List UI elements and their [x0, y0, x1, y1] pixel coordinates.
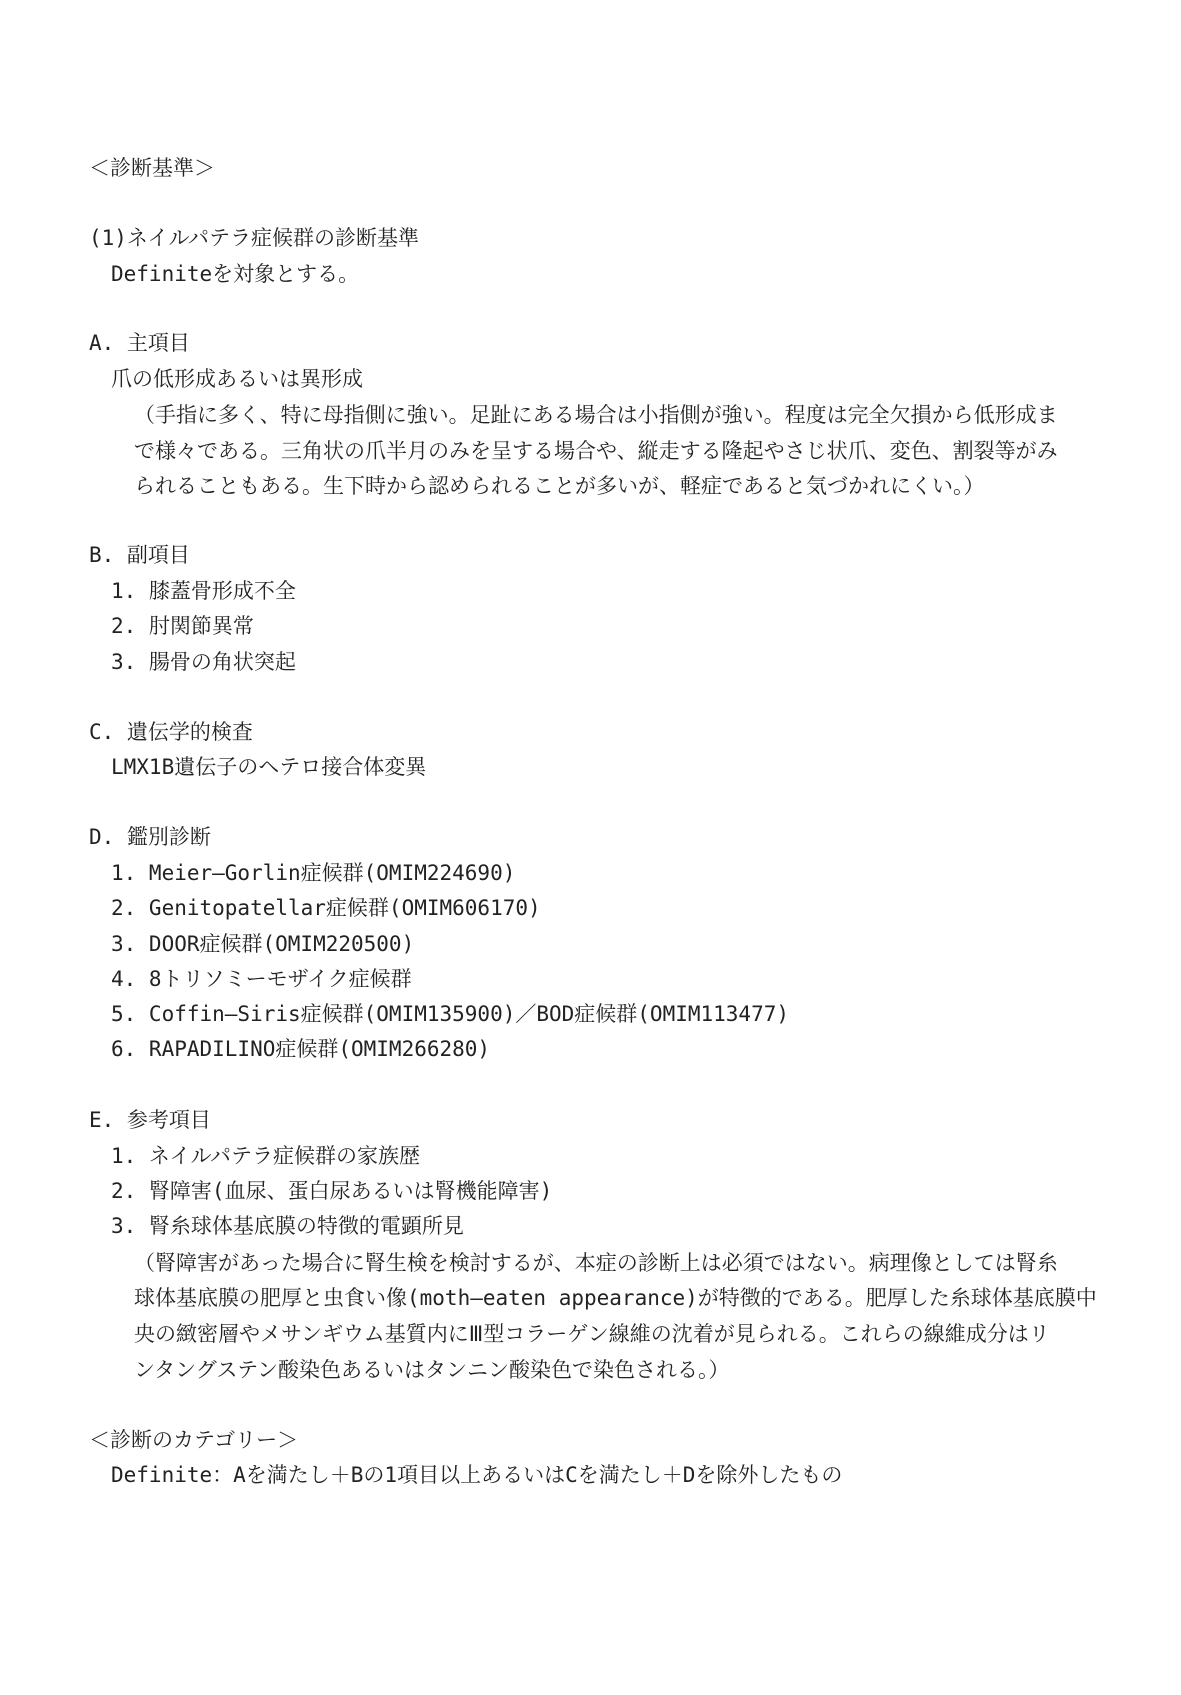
section-d-item: 4. 8トリソミーモザイク症候群 [111, 967, 412, 991]
section-d-item: 5. Coffin―Siris症候群(OMIM135900)／BOD症候群(OMIM113477) [111, 1002, 790, 1026]
section-a-note-line: （手指に多く、特に母指側に強い。足趾にある場合は小指側が強い。程度は完全欠損から低形成ま [134, 403, 1058, 427]
section-e-heading: E. 参考項目 [89, 1108, 211, 1132]
section-e-item: 3. 腎糸球体基底膜の特徴的電顕所見 [111, 1214, 464, 1238]
category-heading: ＜診断のカテゴリー＞ [89, 1428, 299, 1452]
criteria-scope: Definiteを対象とする。 [111, 262, 360, 286]
section-a-heading: A. 主項目 [89, 331, 190, 355]
section-e-note-line: 央の緻密層やメサンギウム基質内にⅢ型コラーゲン線維の沈着が見られる。これらの線維成分はリ [134, 1322, 1050, 1346]
diagnostic-criteria-heading: ＜診断基準＞ [89, 156, 215, 180]
section-c-heading: C. 遺伝学的検査 [89, 720, 253, 744]
section-e-item: 2. 腎障害(血尿、蛋白尿あるいは腎機能障害) [111, 1179, 553, 1203]
section-b-item: 2. 肘関節異常 [111, 614, 254, 638]
section-b-item: 1. 膝蓋骨形成不全 [111, 579, 296, 603]
section-e-note-line: ンタングステン酸染色あるいはタンニン酸染色で染色される。） [134, 1358, 730, 1382]
section-b-item: 3. 腸骨の角状突起 [111, 650, 296, 674]
section-d-item: 6. RAPADILINO症候群(OMIM266280) [111, 1037, 491, 1061]
section-c-item: LMX1B遺伝子のヘテロ接合体変異 [111, 755, 427, 779]
section-a-note-line: られることもある。生下時から認められることが多いが、軽症であると気づかれにくい。） [134, 474, 985, 498]
section-e-item: 1. ネイルパテラ症候群の家族歴 [111, 1144, 421, 1168]
category-definition: Definite：Aを満たし＋Bの1項目以上あるいはCを満たし＋Dを除外したもの [111, 1463, 843, 1487]
section-d-item: 3. DOOR症候群(OMIM220500) [111, 932, 415, 956]
section-d-heading: D. 鑑別診断 [89, 825, 211, 849]
criteria-subtitle: (1)ネイルパテラ症候群の診断基準 [89, 226, 420, 250]
section-e-note-line: （腎障害があった場合に腎生検を検討するが、本症の診断上は必須ではない。病理像としては腎糸 [134, 1251, 1058, 1275]
section-e-note-line: 球体基底膜の肥厚と虫食い像(moth―eaten appearance)が特徴的である。肥厚した糸球体基底膜中 [134, 1286, 1097, 1310]
section-d-item: 1. Meier―Gorlin症候群(OMIM224690) [111, 861, 516, 885]
section-d-item: 2. Genitopatellar症候群(OMIM606170) [111, 896, 541, 920]
section-a-item: 爪の低形成あるいは異形成 [111, 367, 363, 391]
section-b-heading: B. 副項目 [89, 543, 190, 567]
section-a-note-line: で様々である。三角状の爪半月のみを呈する場合や、縦走する隆起やさじ状爪、変色、割裂等がみ [134, 439, 1058, 463]
